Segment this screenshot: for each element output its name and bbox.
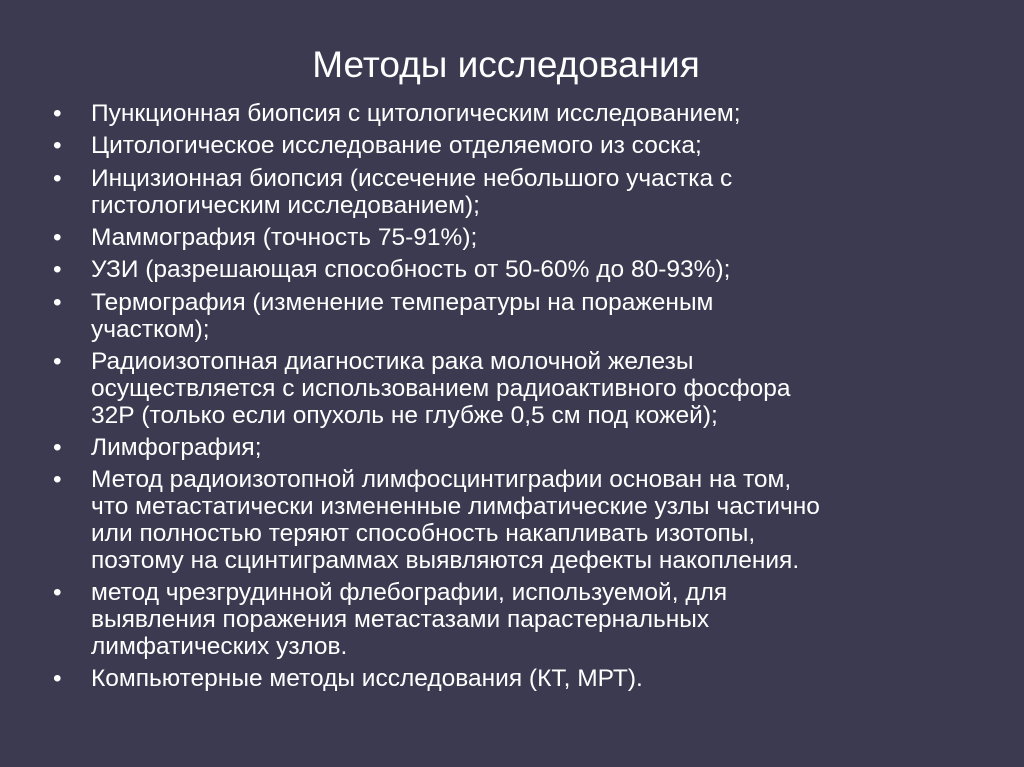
list-item-text: Инцизионная биопсия (иссечение небольшого участка с гистологическим исследованием); — [91, 164, 733, 219]
list-item — [53, 166, 973, 220]
list-item-text: Пункционная биопсия с цитологическим исследованием; — [91, 100, 741, 127]
list-item-text: Лимфография; — [91, 433, 262, 461]
list-item-text: метод чрезгрудинной флебографии, используемой, для выявления поражения метастазами парастернальных лимфатических узлов. — [91, 579, 728, 660]
bullet-icon: • — [53, 466, 62, 494]
list-item — [53, 101, 973, 128]
list-item — [53, 349, 973, 429]
bullet-icon: • — [53, 347, 62, 375]
list-item — [53, 666, 973, 693]
list-item — [53, 225, 973, 252]
list-item-text: Маммография (точность 75-91%); — [91, 223, 478, 251]
list-item-text: Цитологическое исследование отделяемого из соска; — [91, 132, 702, 160]
list-item — [53, 467, 973, 574]
list-item-text: Компьютерные методы исследования (КТ, МРТ). — [91, 665, 643, 693]
bullet-icon: • — [53, 665, 62, 693]
list-item — [53, 290, 973, 344]
list-item-text: Метод радиоизотопной лимфосцинтиграфии основан на том, что метастатически измененные лимфатические узлы частично или полностью теряют способность накапливать изотопы, поэтому на сцинтиграммах выявляются дефекты накопления. — [91, 466, 820, 574]
bullet-list — [53, 101, 973, 698]
bullet-icon: • — [53, 256, 62, 284]
slide-title: Методы исследования — [312, 44, 700, 85]
bullet-icon: • — [53, 164, 62, 192]
bullet-icon: • — [53, 223, 62, 251]
list-item — [53, 133, 973, 160]
list-item — [53, 435, 973, 462]
list-item-text: Радиоизотопная диагностика рака молочной железы осуществляется с использованием радиоактивного фосфора 32Р (только если опухоль не глубже 0,5 см под кожей); — [91, 347, 791, 429]
bullet-icon: • — [53, 579, 62, 607]
list-item — [53, 580, 973, 660]
bullet-icon: • — [53, 288, 62, 316]
bullet-icon: • — [53, 100, 62, 127]
list-item-text: Термография (изменение температуры на пораженым участком); — [91, 288, 714, 343]
bullet-icon: • — [53, 132, 62, 160]
list-item-text: УЗИ (разрешающая способность от 50-60% до 80-93%); — [91, 256, 731, 284]
list-item — [53, 257, 973, 284]
bullet-icon: • — [53, 433, 62, 461]
